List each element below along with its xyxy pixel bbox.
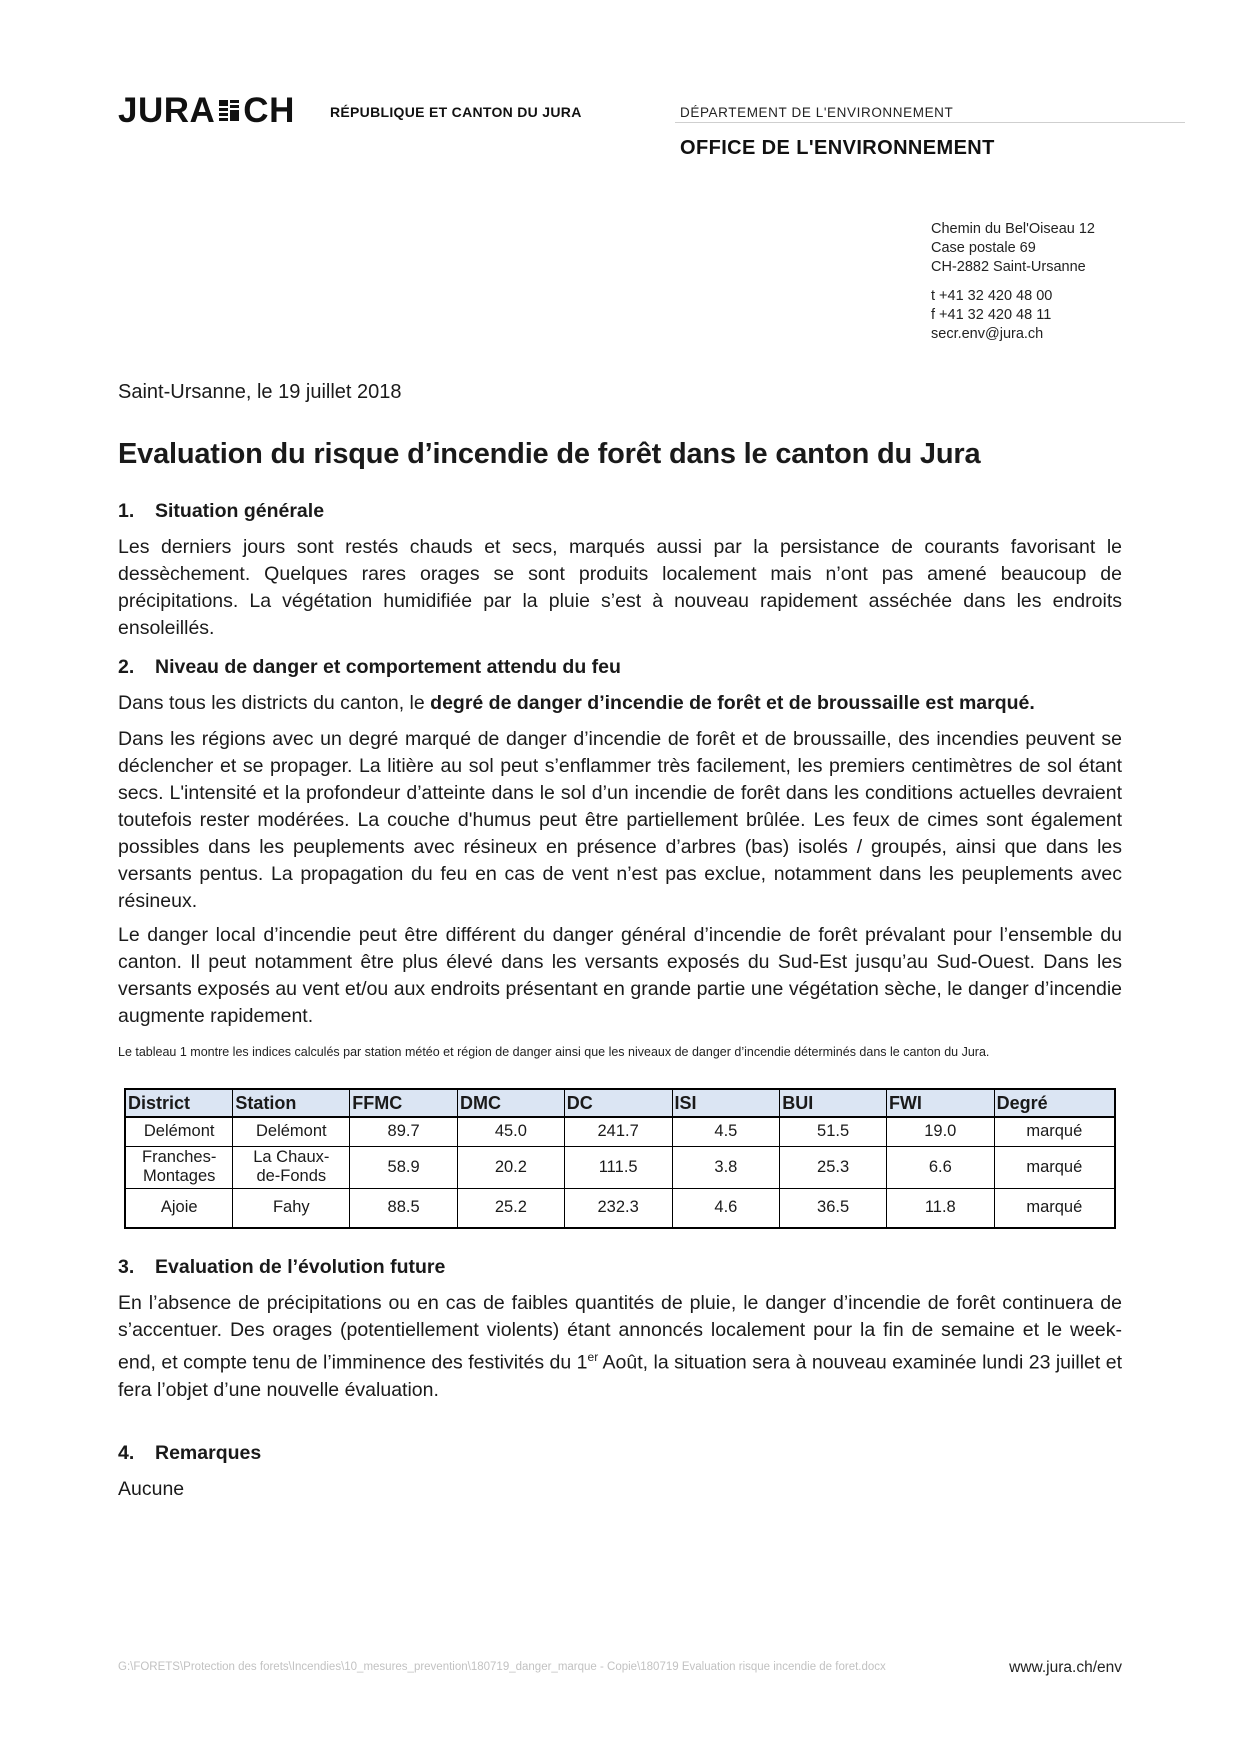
- cell-isi: 4.6: [672, 1188, 780, 1228]
- cell-station: Delémont: [233, 1117, 350, 1146]
- header-fwi: FWI: [886, 1089, 994, 1117]
- table-header-row: [125, 1089, 1115, 1117]
- jura-ch-logo: [118, 90, 295, 130]
- cell-degre: marqué: [994, 1117, 1115, 1146]
- section-3-text-part-1: En l’absence de précipitations ou en cas de faibles quantités de pluie, le danger d’incendie de forêt continuera de s’accentuer. Des orages (potentiellement violents) étant annoncés localement pour la fin de semaine et le week-end, et compte tenu de l’imminence des festivités du 1: [118, 1292, 1122, 1374]
- header-degre: Degré: [994, 1089, 1115, 1117]
- cell-station-line-2: de-Fonds: [256, 1167, 327, 1185]
- cell-fwi: 6.6: [886, 1146, 994, 1188]
- cell-station: [233, 1146, 350, 1188]
- section-2-paragraph-1: [118, 690, 1122, 717]
- section-3-text-part-2: Août, la situation sera à nouveau examinée lundi 23 juillet et fera l’objet d’une nouvelle évaluation.: [118, 1351, 1122, 1401]
- document-title: Evaluation du risque d’incendie de forêt dans le canton du Jura: [118, 438, 981, 470]
- section-3-heading: [118, 1256, 445, 1279]
- header-ffmc: FFMC: [350, 1089, 458, 1117]
- cell-district: [125, 1146, 233, 1188]
- header-isi: ISI: [672, 1089, 780, 1117]
- cell-station: Fahy: [233, 1188, 350, 1228]
- header-divider: [675, 122, 1185, 123]
- section-2-paragraph-3: Le danger local d’incendie peut être différent du danger général d’incendie de forêt prévalant pour l’ensemble du canton. Il peut notamment être plus élevé dans les versants exposés du Sud-Est jusqu’au Sud-Ouest. Dans les versants exposés au vent et/ou aux endroits présentant en grande partie une végétation sèche, le danger d’incendie augmente rapidement.: [118, 924, 1122, 1027]
- cell-dc: 232.3: [564, 1188, 672, 1228]
- section-3-superscript: er: [587, 1350, 599, 1364]
- cell-dc: 111.5: [564, 1146, 672, 1188]
- address-street: Chemin du Bel'Oiseau 12: [931, 221, 1095, 237]
- cell-district-line-1: Franches-: [142, 1148, 217, 1166]
- jura-emblem-icon: [217, 96, 241, 126]
- cell-fwi: 19.0: [886, 1117, 994, 1146]
- address-block: [931, 220, 1095, 344]
- cell-ffmc: 89.7: [350, 1117, 458, 1146]
- header-bui: BUI: [780, 1089, 887, 1117]
- header-dmc: DMC: [458, 1089, 565, 1117]
- address-spacer: [931, 277, 1095, 287]
- header-dc: DC: [564, 1089, 672, 1117]
- department-name: DÉPARTEMENT DE L'ENVIRONNEMENT: [680, 105, 954, 120]
- cell-dc: 241.7: [564, 1117, 672, 1146]
- section-3-number: 3.: [118, 1256, 135, 1278]
- section-3-text: [118, 1290, 1122, 1404]
- section-4-title: Remarques: [155, 1442, 262, 1464]
- section-4-text: Aucune: [118, 1478, 185, 1500]
- header-district: District: [125, 1089, 233, 1117]
- header-subtitle: RÉPUBLIQUE ET CANTON DU JURA: [330, 104, 582, 120]
- section-1-heading: [118, 500, 324, 523]
- cell-ffmc: 58.9: [350, 1146, 458, 1188]
- fire-danger-table: [124, 1088, 1116, 1229]
- section-2-number: 2.: [118, 656, 135, 678]
- section-2-danger-statement: degré de danger d’incendie de forêt et de broussaille est marqué.: [430, 692, 1035, 714]
- cell-isi: 3.8: [672, 1146, 780, 1188]
- address-phone: t +41 32 420 48 00: [931, 288, 1053, 304]
- section-1-number: 1.: [118, 500, 135, 522]
- logo-text-ch: CH: [243, 91, 295, 130]
- address-email[interactable]: secr.env@jura.ch: [931, 326, 1044, 342]
- cell-district-line-2: Montages: [142, 1167, 216, 1185]
- section-3-title: Evaluation de l’évolution future: [155, 1256, 446, 1278]
- cell-bui: 51.5: [780, 1117, 887, 1146]
- cell-ffmc: 88.5: [350, 1188, 458, 1228]
- table-row: [125, 1146, 1115, 1188]
- section-2-title: Niveau de danger et comportement attendu du feu: [155, 656, 621, 678]
- footer-file-path: G:\FORETS\Protection des forets\Incendies\10_mesures_prevention\180719_danger_marque - Copie\180719 Evaluation risque incendie de foret.docx: [118, 1661, 886, 1673]
- header-station: Station: [233, 1089, 350, 1117]
- cell-dmc: 45.0: [458, 1117, 565, 1146]
- address-pobox: Case postale 69: [931, 240, 1036, 256]
- table-row: [125, 1117, 1115, 1146]
- cell-dmc: 25.2: [458, 1188, 565, 1228]
- table-row: [125, 1188, 1115, 1228]
- footer-website-link[interactable]: www.jura.ch/env: [1009, 1659, 1122, 1676]
- address-fax: f +41 32 420 48 11: [931, 307, 1052, 323]
- logo-text-jura: JURA: [118, 91, 216, 130]
- cell-district: Ajoie: [125, 1188, 233, 1228]
- cell-isi: 4.5: [672, 1117, 780, 1146]
- cell-degre: marqué: [994, 1188, 1115, 1228]
- cell-station-line-1: La Chaux-: [253, 1148, 330, 1166]
- section-2-heading: [118, 656, 621, 679]
- section-4-heading: [118, 1442, 261, 1465]
- address-city: CH-2882 Saint-Ursanne: [931, 259, 1086, 275]
- section-1-title: Situation générale: [155, 500, 325, 522]
- cell-dmc: 20.2: [458, 1146, 565, 1188]
- cell-fwi: 11.8: [886, 1188, 994, 1228]
- section-4-number: 4.: [118, 1442, 135, 1464]
- cell-district: Delémont: [125, 1117, 233, 1146]
- cell-bui: 25.3: [780, 1146, 887, 1188]
- cell-bui: 36.5: [780, 1188, 887, 1228]
- section-2-lead-text: Dans tous les districts du canton, le: [118, 692, 431, 714]
- table-caption: Le tableau 1 montre les indices calculés par station météo et région de danger ainsi que les niveaux de danger d’incendie déterminés dans le canton du Jura.: [118, 1045, 990, 1059]
- section-1-text: Les derniers jours sont restés chauds et secs, marqués aussi par la persistance de courants favorisant le dessèchement. Quelques rares orages se sont produits localement mais n’ont pas amené beaucoup de précipitations. La végétation humidifiée par la pluie s’est à nouveau rapidement asséchée dans les endroits ensoleillés.: [118, 536, 1122, 639]
- document-date: Saint-Ursanne, le 19 juillet 2018: [118, 381, 402, 403]
- office-name: OFFICE DE L'ENVIRONNEMENT: [680, 137, 995, 159]
- cell-degre: marqué: [994, 1146, 1115, 1188]
- section-2-paragraph-2: Dans les régions avec un degré marqué de danger d’incendie de forêt et de broussaille, des incendies peuvent se déclencher et se propager. La litière au sol peut s’enflammer très facilement, les premiers centimètres de sol étant secs. L'intensité et la profondeur d’atteinte dans le sol d’un incendie de forêt dans les conditions actuelles devraient toutefois rester modérées. La couche d'humus peut être partiellement brûlée. Les feux de cimes sont également possibles dans les peuplements avec résineux en présence d’arbres (bas) isolés / groupés, ainsi que dans les versants pentus. La propagation du feu en cas de vent n’est pas exclue, notamment dans les peuplements avec résineux.: [118, 728, 1122, 912]
